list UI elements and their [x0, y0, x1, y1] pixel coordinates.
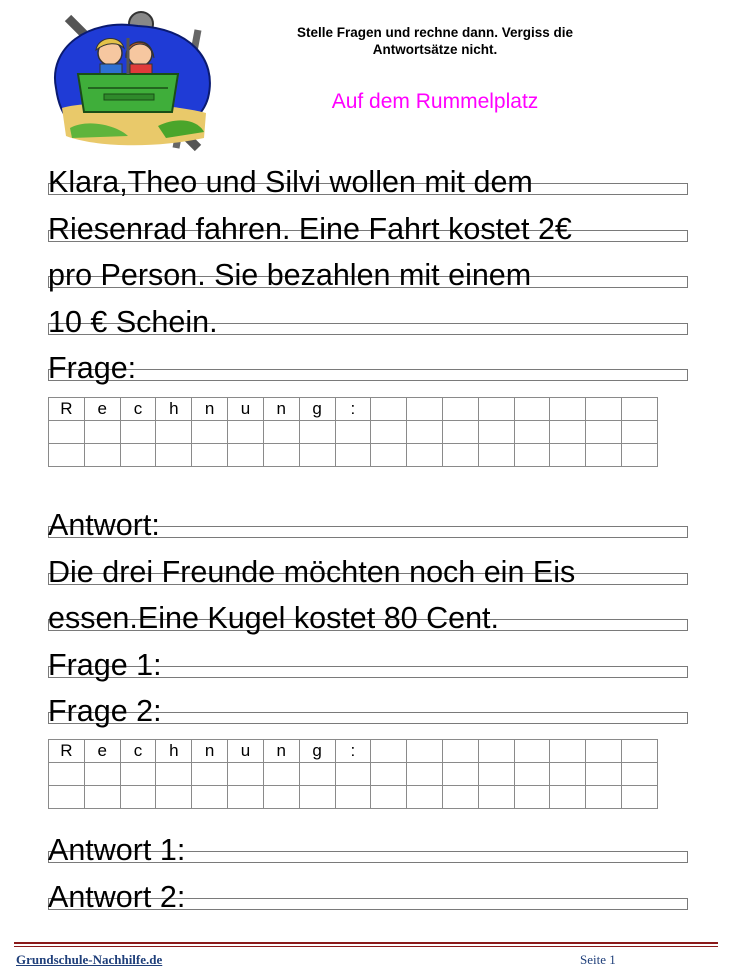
task1-text-3: pro Person. Sie bezahlen mit einem — [48, 258, 532, 292]
grid-cell: e — [84, 398, 120, 421]
worksheet-subtitle: Auf dem Rummelplatz — [331, 90, 539, 113]
grid-cell — [586, 398, 622, 421]
grid-cell: u — [228, 740, 264, 763]
grid-cell: n — [263, 398, 299, 421]
grid-cell — [371, 740, 407, 763]
grid-row — [49, 421, 658, 444]
grid-cell — [442, 398, 478, 421]
grid-cell — [622, 398, 658, 421]
answer1-label: Antwort 1: — [48, 833, 186, 867]
task1-line-2 — [48, 194, 688, 246]
grid-row — [49, 786, 658, 809]
grid-cell — [371, 398, 407, 421]
answer2-label: Antwort 2: — [48, 880, 186, 914]
calculation-grid-1 — [48, 397, 658, 467]
task1-text-2: Riesenrad fahren. Eine Fahrt kostet 2€ — [48, 212, 572, 246]
grid-cell: g — [299, 398, 335, 421]
question1-label: Frage 1: — [48, 648, 162, 682]
answer-line — [48, 490, 688, 542]
answer2-line — [48, 862, 688, 914]
grid-cell — [586, 740, 622, 763]
question2-line — [48, 676, 688, 728]
grid-cell — [407, 398, 443, 421]
grid-cell: R — [49, 740, 85, 763]
task1-line-3 — [48, 240, 688, 292]
grid-cell: h — [156, 398, 192, 421]
grid-cell: g — [299, 740, 335, 763]
grid-cell: n — [192, 398, 228, 421]
task2-line-2 — [48, 583, 688, 635]
grid-cell — [550, 398, 586, 421]
answer1-line — [48, 815, 688, 867]
task2-line-1 — [48, 537, 688, 589]
grid-cell: n — [192, 740, 228, 763]
grid-cell: c — [120, 398, 156, 421]
grid-row — [49, 763, 658, 786]
footer-divider — [14, 942, 718, 944]
grid-cell: e — [84, 740, 120, 763]
question-label: Frage: — [48, 351, 137, 385]
grid-header-row — [49, 398, 658, 421]
task1-text-1: Klara,Theo und Silvi wollen mit dem — [48, 165, 533, 199]
grid-cell — [442, 740, 478, 763]
task2-text-2: essen.Eine Kugel kostet 80 Cent. — [48, 601, 500, 635]
question-line — [48, 333, 688, 385]
instructions-line-1: Stelle Fragen und rechne dann. Vergiss die — [296, 25, 574, 40]
grid-cell — [622, 740, 658, 763]
grid-cell — [407, 740, 443, 763]
grid-cell: u — [228, 398, 264, 421]
task1-text-4: 10 € Schein. — [48, 305, 218, 339]
writing-guide — [48, 369, 688, 381]
instructions-line-2: Antwortsätze nicht. — [372, 42, 498, 57]
grid-cell: : — [335, 398, 371, 421]
answer-label: Antwort: — [48, 508, 160, 542]
grid-cell — [550, 740, 586, 763]
footer-divider-thin — [14, 946, 718, 947]
grid-cell — [514, 398, 550, 421]
grid-header-row — [49, 740, 658, 763]
task1-line-1 — [48, 147, 688, 199]
grid-cell — [478, 398, 514, 421]
ferris-wheel-gondola-children-icon — [48, 8, 216, 158]
grid-cell: n — [263, 740, 299, 763]
question2-label: Frage 2: — [48, 694, 162, 728]
grid-cell — [478, 740, 514, 763]
grid-cell: h — [156, 740, 192, 763]
grid-cell: : — [335, 740, 371, 763]
instructions — [250, 24, 620, 58]
grid-row — [49, 444, 658, 467]
grid-cell: c — [120, 740, 156, 763]
task2-text-1: Die drei Freunde möchten noch ein Eis — [48, 555, 576, 589]
footer-page-number: Seite 1 — [580, 952, 616, 967]
calculation-grid-2 — [48, 739, 658, 809]
grid-cell — [514, 740, 550, 763]
question1-line — [48, 630, 688, 682]
task1-line-4 — [48, 287, 688, 339]
grid-cell: R — [49, 398, 85, 421]
footer-site-link[interactable]: Grundschule-Nachhilfe.de — [16, 952, 163, 967]
